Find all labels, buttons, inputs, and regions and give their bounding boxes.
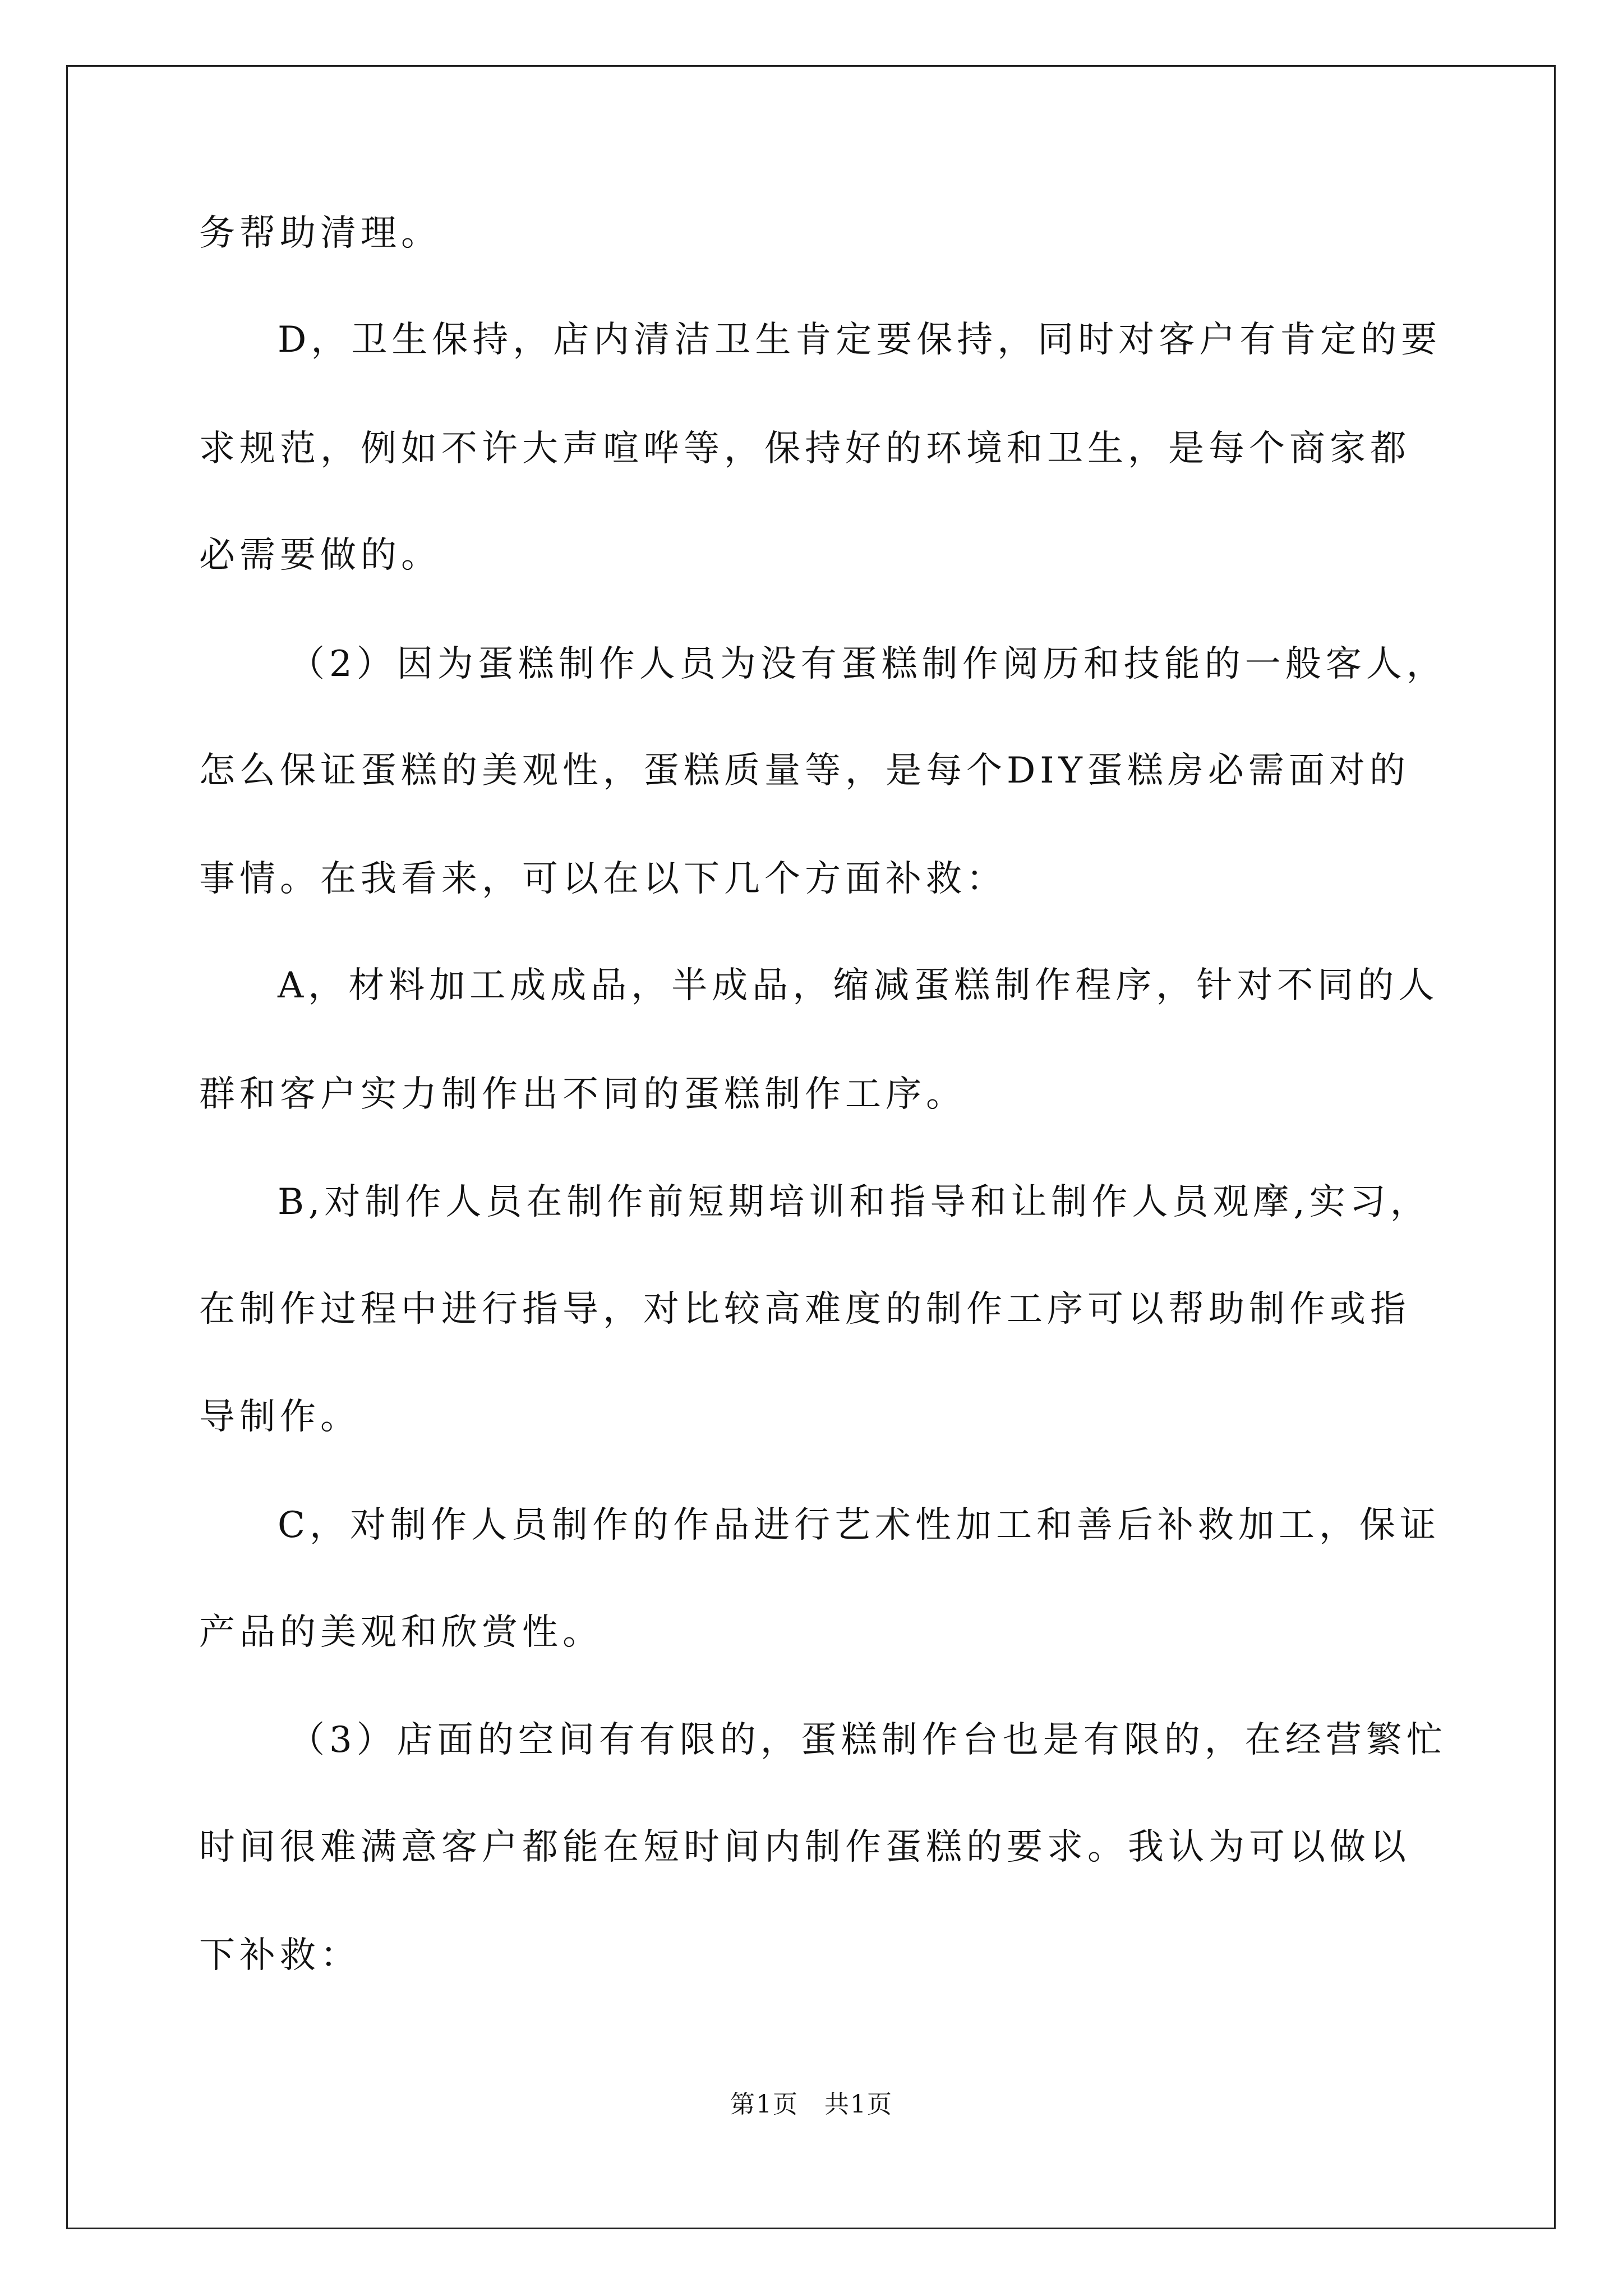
text-line: 群和客户实力制作出不同的蛋糕制作工序。 — [199, 1074, 966, 1115]
page-border — [66, 65, 1556, 2229]
text-line: 时间很难满意客户都能在短时间内制作蛋糕的要求。我认为可以做以 — [199, 1826, 1410, 1868]
text-line: B,对制作人员在制作前短期培训和指导和让制作人员观摩,实习， — [278, 1181, 1431, 1223]
text-line: D，卫生保持，店内清洁卫生肯定要保持，同时对客户有肯定的要 — [278, 319, 1442, 361]
text-line: A，材料加工成成品，半成品，缩减蛋糕制作程序，针对不同的人 — [278, 965, 1439, 1006]
text-line: （2）因为蛋糕制作人员为没有蛋糕制作阅历和技能的一般客人， — [289, 643, 1447, 685]
text-line: 事情。在我看来，可以在以下几个方面补救： — [199, 858, 1007, 900]
text-line: 务帮助清理。 — [199, 213, 441, 254]
text-line: 怎么保证蛋糕的美观性，蛋糕质量等，是每个DIY蛋糕房必需面对的 — [199, 750, 1410, 792]
text-line: 下补救： — [199, 1935, 361, 1976]
text-line: 在制作过程中进行指导，对比较高难度的制作工序可以帮助制作或指 — [199, 1289, 1410, 1330]
text-line: 产品的美观和欣赏性。 — [199, 1612, 603, 1653]
text-line: 求规范，例如不许大声喧哗等，保持好的环境和卫生，是每个商家都 — [199, 428, 1410, 470]
text-line: （3）店面的空间有有限的，蛋糕制作台也是有限的，在经营繁忙 — [289, 1719, 1447, 1761]
text-line: 导制作。 — [199, 1396, 361, 1438]
page-number-footer: 第1页 共1页 — [730, 2090, 893, 2119]
text-line: C，对制作人员制作的作品进行艺术性加工和善后补救加工，保证 — [278, 1504, 1440, 1546]
text-line: 必需要做的。 — [199, 535, 441, 576]
